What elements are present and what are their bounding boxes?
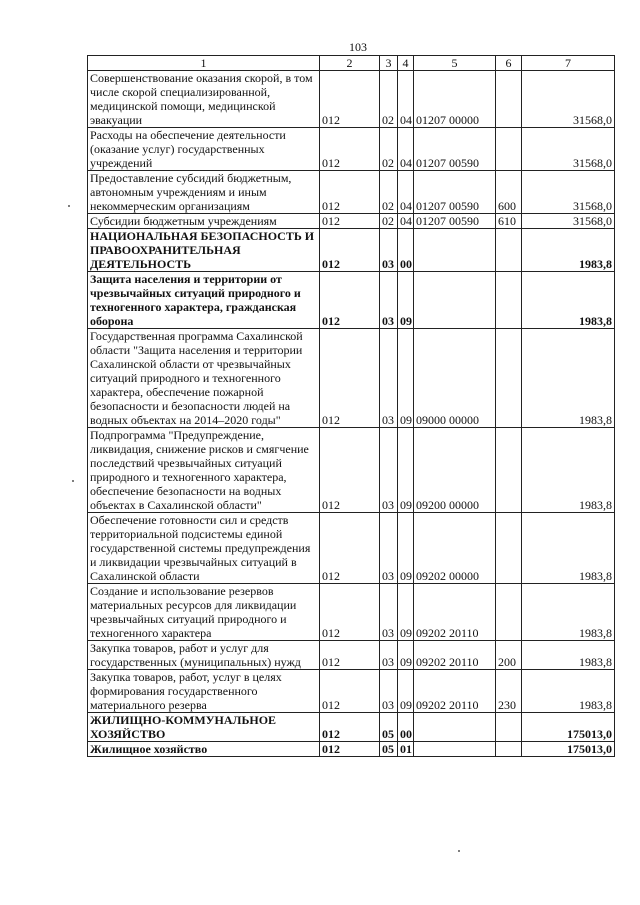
row-c7-cell: 1983,8 (522, 641, 615, 670)
header-cell: 7 (522, 56, 615, 71)
row-c3-cell: 03 (380, 513, 398, 584)
row-c7-cell: 1983,8 (522, 272, 615, 329)
row-c2-cell: 012 (320, 128, 380, 171)
row-c5-cell: 09202 20110 (414, 641, 496, 670)
row-c5-cell: 01207 00000 (414, 71, 496, 128)
row-c4-cell: 09 (398, 584, 414, 641)
row-c4-cell: 04 (398, 171, 414, 214)
row-c2-cell: 012 (320, 171, 380, 214)
row-c6-cell: 200 (496, 641, 522, 670)
header-cell: 5 (414, 56, 496, 71)
row-c7-cell: 1983,8 (522, 584, 615, 641)
row-c6-cell (496, 229, 522, 272)
table-row (88, 428, 615, 513)
row-c7-cell: 31568,0 (522, 214, 615, 229)
row-c2-cell: 012 (320, 229, 380, 272)
row-c2-cell: 012 (320, 71, 380, 128)
row-c6-cell (496, 584, 522, 641)
table-row (88, 641, 615, 670)
header-cell: 3 (380, 56, 398, 71)
row-c7-cell: 31568,0 (522, 128, 615, 171)
row-c4-cell: 09 (398, 272, 414, 329)
row-c7-cell: 1983,8 (522, 513, 615, 584)
table-row (88, 742, 615, 757)
row-c2-cell: 012 (320, 214, 380, 229)
row-c6-cell (496, 329, 522, 428)
row-c6-cell (496, 272, 522, 329)
row-c3-cell: 02 (380, 214, 398, 229)
row-c3-cell: 03 (380, 641, 398, 670)
row-c4-cell: 09 (398, 641, 414, 670)
row-name-cell: Совершенствование оказания скорой, в том числе скорой специализированной, медицинской помощи, медицинской эвакуации (88, 71, 320, 128)
row-name-cell: Защита населения и территории от чрезвычайных ситуаций природного и техногенного характера, гражданская оборона (88, 272, 320, 329)
row-c6-cell (496, 742, 522, 757)
row-c6-cell: 600 (496, 171, 522, 214)
row-c7-cell: 1983,8 (522, 428, 615, 513)
row-c5-cell: 09000 00000 (414, 329, 496, 428)
scan-speck (68, 205, 70, 207)
row-name-cell: Создание и использование резервов материальных ресурсов для ликвидации чрезвычайных ситуаций природного и техногенного характера (88, 584, 320, 641)
row-name-cell: Жилищное хозяйство (88, 742, 320, 757)
row-c3-cell: 03 (380, 229, 398, 272)
table-row (88, 214, 615, 229)
row-c4-cell: 00 (398, 713, 414, 742)
row-c5-cell (414, 713, 496, 742)
row-c3-cell: 05 (380, 742, 398, 757)
row-c6-cell (496, 428, 522, 513)
row-c7-cell: 175013,0 (522, 742, 615, 757)
header-row (88, 56, 615, 71)
table-row (88, 713, 615, 742)
row-c4-cell: 04 (398, 214, 414, 229)
header-cell: 2 (320, 56, 380, 71)
row-c7-cell: 1983,8 (522, 229, 615, 272)
row-c5-cell (414, 272, 496, 329)
row-c2-cell: 012 (320, 670, 380, 713)
row-name-cell: ЖИЛИЩНО-КОММУНАЛЬНОЕ ХОЗЯЙСТВО (88, 713, 320, 742)
row-c6-cell (496, 513, 522, 584)
row-c2-cell: 012 (320, 584, 380, 641)
budget-table (87, 55, 615, 757)
table-row (88, 670, 615, 713)
row-name-cell: Государственная программа Сахалинской области "Защита населения и территории Сахалинской области от чрезвычайных ситуаций природного и техногенного характера, обеспечение пожарной безопасности и безопасности людей на водных объектах на 2014–2020 годы" (88, 329, 320, 428)
row-c6-cell: 230 (496, 670, 522, 713)
table-row (88, 128, 615, 171)
row-c2-cell: 012 (320, 329, 380, 428)
header-cell: 6 (496, 56, 522, 71)
row-c2-cell: 012 (320, 513, 380, 584)
row-c4-cell: 04 (398, 71, 414, 128)
scan-speck (72, 480, 74, 482)
row-c6-cell (496, 71, 522, 128)
row-c5-cell: 01207 00590 (414, 128, 496, 171)
row-c3-cell: 02 (380, 128, 398, 171)
row-c3-cell: 02 (380, 171, 398, 214)
row-c3-cell: 05 (380, 713, 398, 742)
row-c3-cell: 03 (380, 584, 398, 641)
row-c5-cell: 09202 00000 (414, 513, 496, 584)
row-c2-cell: 012 (320, 713, 380, 742)
table-row (88, 513, 615, 584)
row-c3-cell: 02 (380, 71, 398, 128)
row-c5-cell: 01207 00590 (414, 214, 496, 229)
row-c4-cell: 04 (398, 128, 414, 171)
row-c6-cell (496, 713, 522, 742)
table-row (88, 584, 615, 641)
row-c3-cell: 03 (380, 670, 398, 713)
row-c4-cell: 09 (398, 428, 414, 513)
row-c4-cell: 09 (398, 329, 414, 428)
row-name-cell: Предоставление субсидий бюджетным, автономным учреждениям и иным некоммерческим организациям (88, 171, 320, 214)
scan-speck (458, 850, 460, 852)
row-c2-cell: 012 (320, 641, 380, 670)
page-number: 103 (349, 40, 367, 54)
row-c2-cell: 012 (320, 272, 380, 329)
header-cell: 1 (88, 56, 320, 71)
row-c5-cell: 09202 20110 (414, 670, 496, 713)
row-name-cell: Закупка товаров, работ и услуг для государственных (муниципальных) нужд (88, 641, 320, 670)
table-row (88, 229, 615, 272)
row-name-cell: Субсидии бюджетным учреждениям (88, 214, 320, 229)
row-c6-cell: 610 (496, 214, 522, 229)
row-c7-cell: 31568,0 (522, 171, 615, 214)
row-c4-cell: 00 (398, 229, 414, 272)
row-c5-cell (414, 742, 496, 757)
row-name-cell: Закупка товаров, работ, услуг в целях формирования государственного материального резерва (88, 670, 320, 713)
row-c5-cell: 01207 00590 (414, 171, 496, 214)
row-c5-cell (414, 229, 496, 272)
row-c5-cell: 09202 20110 (414, 584, 496, 641)
row-c6-cell (496, 128, 522, 171)
row-c3-cell: 03 (380, 272, 398, 329)
table-row (88, 272, 615, 329)
row-c7-cell: 31568,0 (522, 71, 615, 128)
row-c7-cell: 175013,0 (522, 713, 615, 742)
row-name-cell: Подпрограмма "Предупреждение, ликвидация, снижение рисков и смягчение последствий чрезвычайных ситуаций природного и техногенного характера, обеспечение безопасности на водных объектах в Сахалинской области" (88, 428, 320, 513)
row-c4-cell: 09 (398, 513, 414, 584)
row-name-cell: Расходы на обеспечение деятельности (оказание услуг) государственных учреждений (88, 128, 320, 171)
row-c7-cell: 1983,8 (522, 670, 615, 713)
row-name-cell: Обеспечение готовности сил и средств территориальной подсистемы единой государственной системы предупреждения и ликвидации чрезвычайных ситуаций в Сахалинской области (88, 513, 320, 584)
row-c4-cell: 09 (398, 670, 414, 713)
row-c7-cell: 1983,8 (522, 329, 615, 428)
table-row (88, 171, 615, 214)
table-row (88, 329, 615, 428)
row-c5-cell: 09200 00000 (414, 428, 496, 513)
header-cell: 4 (398, 56, 414, 71)
row-name-cell: НАЦИОНАЛЬНАЯ БЕЗОПАСНОСТЬ И ПРАВООХРАНИТЕЛЬНАЯ ДЕЯТЕЛЬНОСТЬ (88, 229, 320, 272)
row-c3-cell: 03 (380, 428, 398, 513)
row-c3-cell: 03 (380, 329, 398, 428)
row-c4-cell: 01 (398, 742, 414, 757)
row-c2-cell: 012 (320, 742, 380, 757)
table-row (88, 71, 615, 128)
row-c2-cell: 012 (320, 428, 380, 513)
